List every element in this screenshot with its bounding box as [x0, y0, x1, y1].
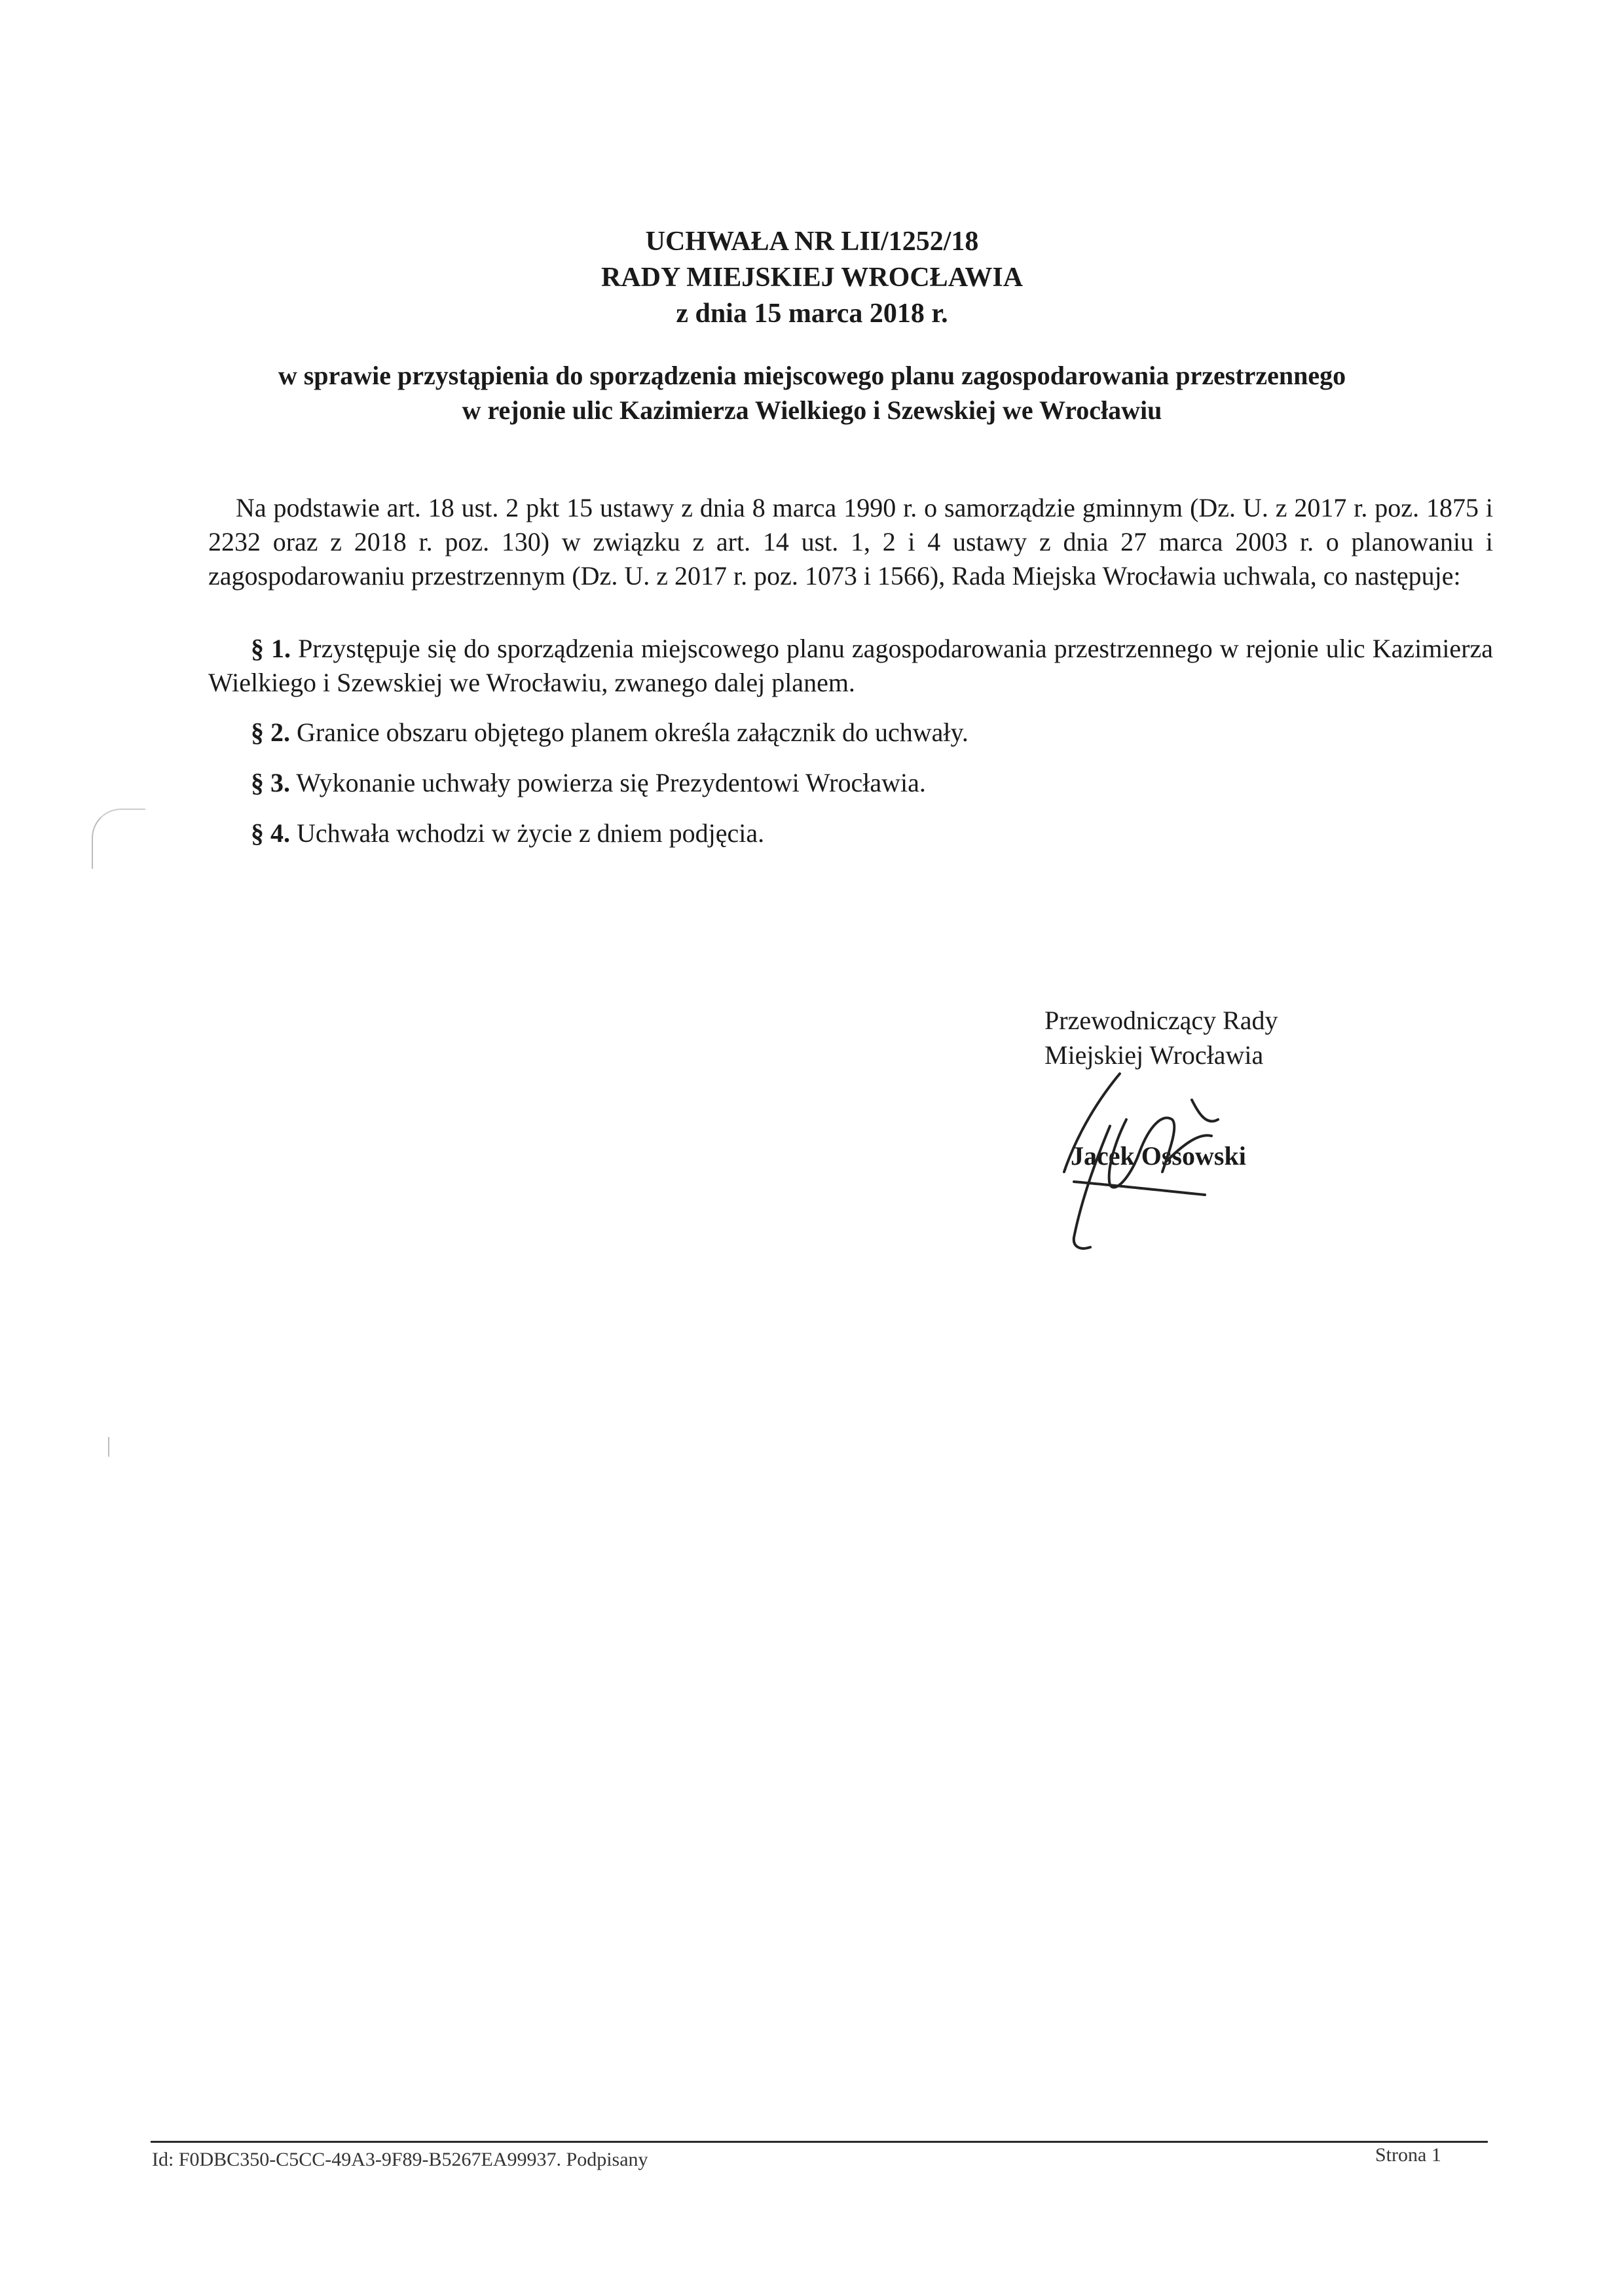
section-3-text: Wykonanie uchwały powierza się Prezydentowi Wrocławia. [296, 768, 926, 797]
section-3-number: § 3. [251, 768, 290, 797]
resolution-number: UCHWAŁA NR LII/1252/18 [645, 227, 979, 257]
subject-line-2: w rejonie ulic Kazimierza Wielkiego i Szewskiej we Wrocławiu [462, 395, 1162, 425]
section-1 [208, 632, 1493, 700]
section-4-text: Uchwała wchodzi w życie z dniem podjęcia. [297, 818, 765, 848]
section-2-number: § 2. [251, 718, 290, 747]
council-name: RADY MIEJSKIEJ WROCŁAWIA [600, 263, 1024, 293]
section-4-number: § 4. [251, 818, 290, 848]
section-2 [208, 716, 1493, 750]
handwritten-signature-icon [1035, 1021, 1257, 1257]
signatory-title-line-2: Miejskiej Wrocławia [1044, 1040, 1264, 1070]
document-id: Id: F0DBC350-C5CC-49A3-9F89-B5267EA99937. Podpisany [152, 2149, 648, 2170]
subject-line-1: w sprawie przystąpienia do sporządzenia miejscowego planu zagospodarowania przestrzennego [278, 361, 1346, 390]
section-2-text: Granice obszaru objętego planem określa załącznik do uchwały. [297, 718, 969, 747]
resolution-date: z dnia 15 marca 2018 r. [676, 299, 948, 329]
section-3 [208, 766, 1493, 800]
section-4 [208, 816, 1493, 850]
signatory-title-line-1: Przewodniczący Rady [1044, 1006, 1278, 1035]
section-1-text: Przystępuje się do sporządzenia miejscowego planu zagospodarowania przestrzennego w rejonie ulic Kazimierza Wielkiego i Szewskiej we Wrocławiu, zwanego dalej planem. [208, 634, 1494, 697]
scan-mark [108, 1437, 109, 1457]
preamble-text: Na podstawie art. 18 ust. 2 pkt 15 ustawy z dnia 8 marca 1990 r. o samorządzie gminnym (Dz. U. z 2017 r. poz. 1875 i 2232 oraz z 2018 r. poz. 130) w związku z art. 14 ust. 1, 2 i 4 ustawy z dnia 27 marca 2003 r. o planowaniu i zagospodarowaniu przestrzennym (Dz. U. z 2017 r. poz. 1073 i 1566), Rada Miejska Wrocławia uchwala, co następuje: [208, 493, 1493, 591]
page-number: Strona 1 [1375, 2144, 1441, 2166]
signatory-name: Jacek Ossowski [1071, 1141, 1246, 1171]
scan-hole-mark [92, 809, 145, 869]
footer-divider [151, 2141, 1488, 2143]
section-1-number: § 1. [251, 634, 291, 663]
